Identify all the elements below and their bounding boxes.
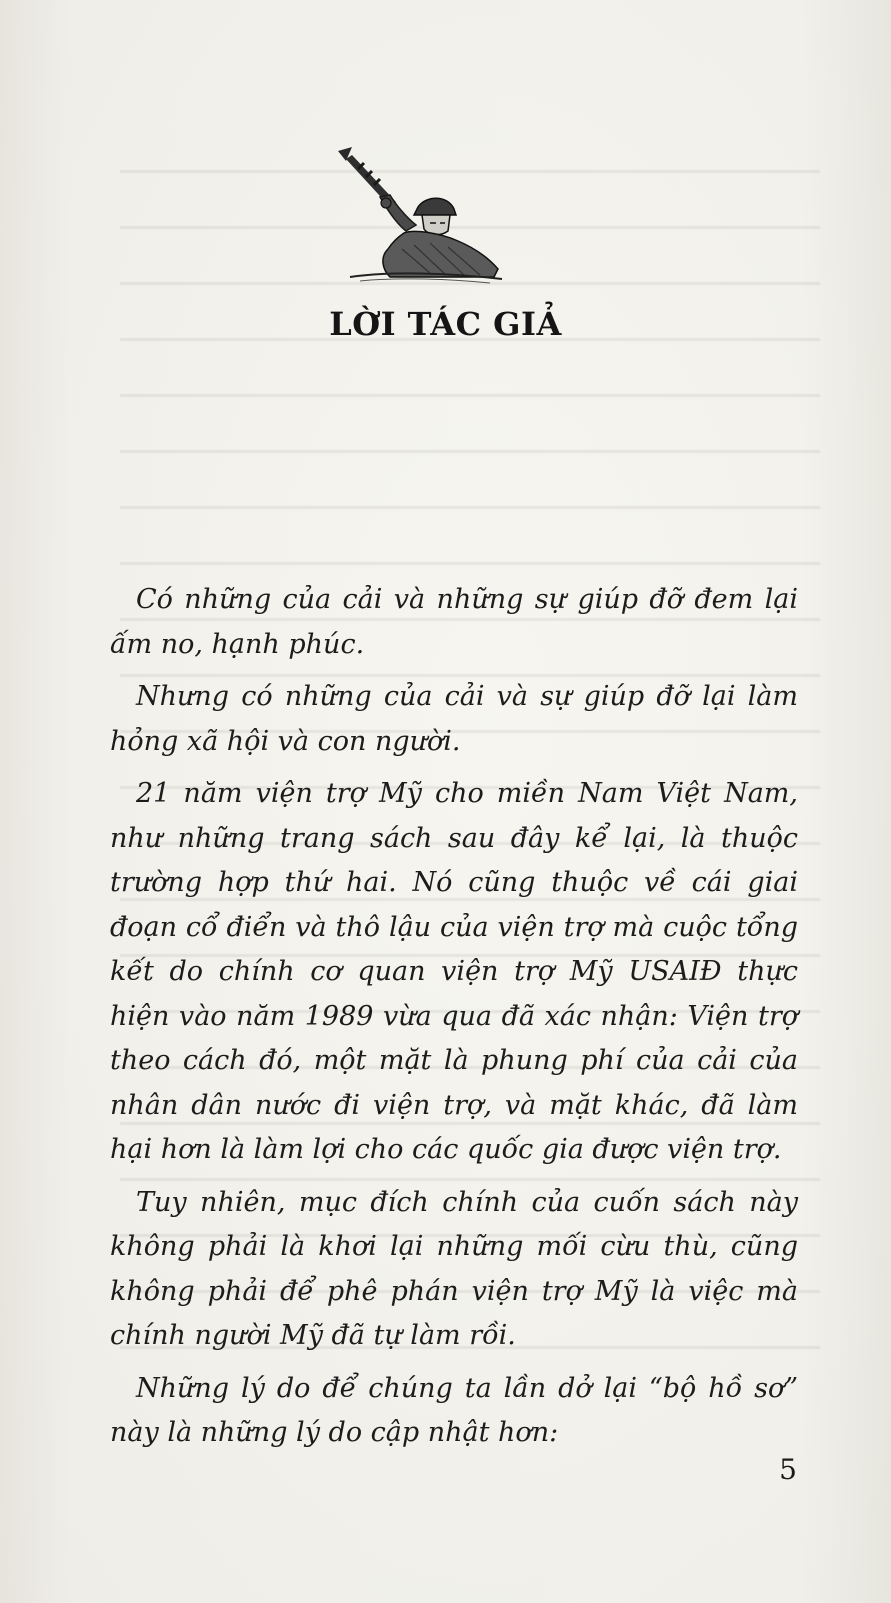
paragraph: Nhưng có những của cải và sự giúp đỡ lại làm hỏng xã hội và con người. — [110, 681, 798, 757]
page-number: 5 — [779, 1453, 797, 1486]
paragraph: Tuy nhiên, mục đích chính của cuốn sách này không phải là khơi lại những mối cừu thù, cũng không phải để phê phán viện trợ Mỹ là việc mà chính người Mỹ đã tự làm rồi. — [110, 1186, 798, 1351]
paragraph: 21 năm viện trợ Mỹ cho miền Nam Việt Nam, như những trang sách sau đây kể lại, là thuộc trường hợp thứ hai. Nó cũng thuộc về cái giai đoạn cổ điển và thô lậu của viện trợ mà cuộc tổng kết do chính cơ quan viện trợ Mỹ USAIĐ thực hiện vào năm 1989 vừa qua đã xác nhận: Viện trợ theo cách đó, một mặt là phung phí của cải của nhân dân nước đi viện trợ, và mặt khác, đã làm hại hơn là làm lợi cho các quốc gia được viện trợ. — [110, 778, 798, 1165]
soldier-raising-rifle-icon — [330, 145, 505, 285]
body-text — [110, 578, 798, 1464]
page-title: LỜI TÁC GIẢ — [329, 305, 562, 343]
paragraph: Những lý do để chúng ta lần dở lại “bộ hồ sơ” này là những lý do cập nhật hơn: — [110, 1372, 798, 1448]
paragraph: Có những của cải và những sự giúp đỡ đem lại ấm no, hạnh phúc. — [110, 584, 798, 660]
